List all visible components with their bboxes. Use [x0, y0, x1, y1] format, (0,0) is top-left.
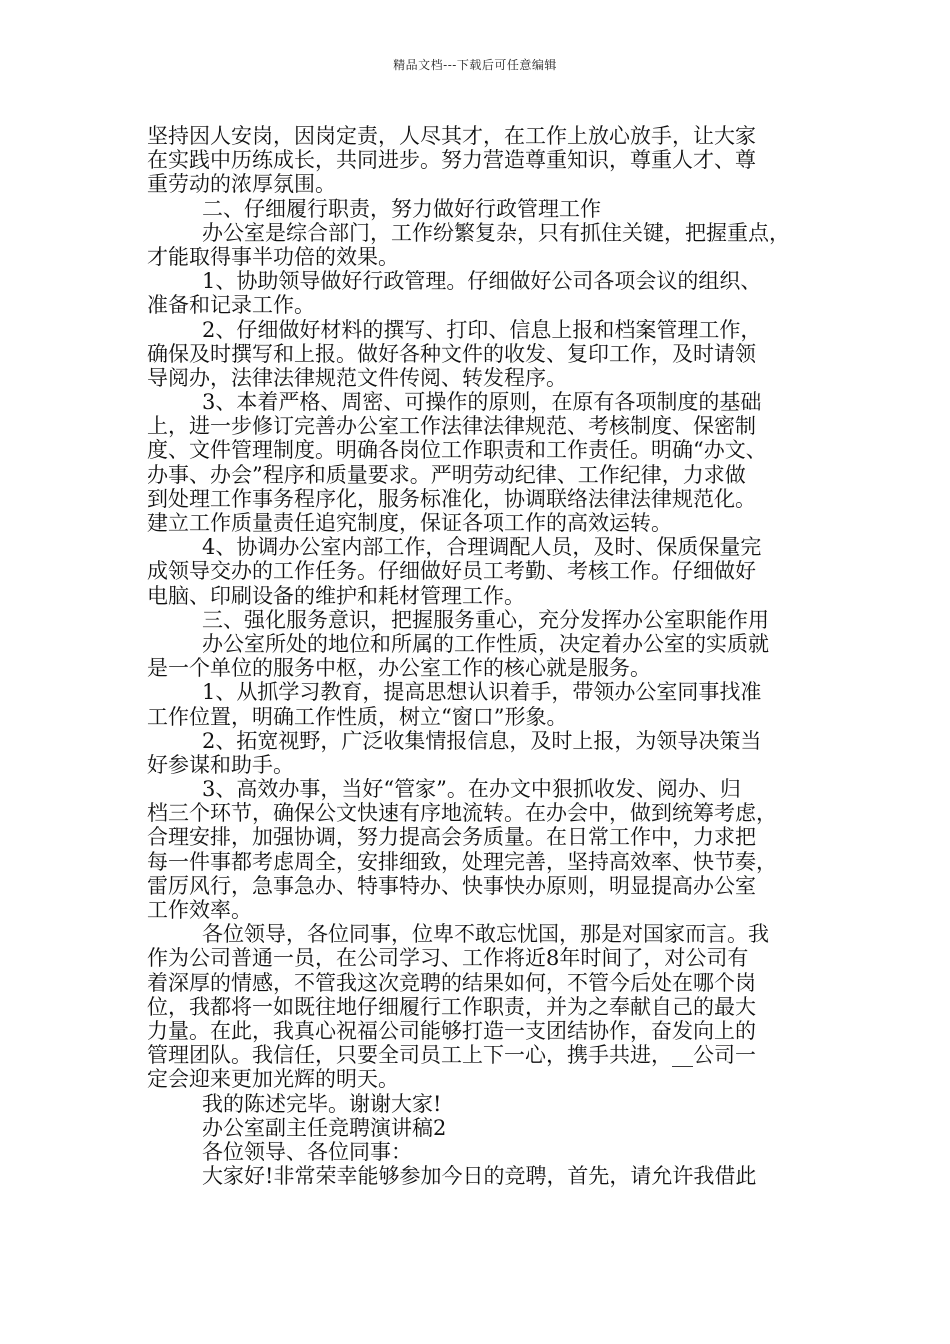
text-line: 2、拓宽视野，广泛收集情报信息，及时上报，为领导决策当 — [202, 728, 762, 753]
text-line: 在实践中历练成长，共同进步。努力营造尊重知识，尊重人才、尊 — [147, 148, 756, 173]
text-line: 电脑、印刷设备的维护和耗材管理工作。 — [147, 583, 525, 608]
text-line: 坚持因人安岗，因岗定责，人尽其才，在工作上放心放手，让大家 — [147, 124, 756, 148]
text-line: 3、高效办事，当好“管家”。在办文中狠抓收发、阅办、归 — [202, 777, 741, 802]
text-line: 成领导交办的工作任务。仔细做好员工考勤、考核工作。仔细做好 — [147, 559, 756, 584]
text-line: 办公室副主任竞聘演讲稿2 — [202, 1115, 447, 1140]
text-line: 定会迎来更加光辉的明天。 — [147, 1067, 399, 1092]
text-line: 工作位置，明确工作性质，树立“窗口”形象。 — [147, 704, 568, 729]
text-line: 各位领导，各位同事，位卑不敢忘忧国，那是对国家而言。我 — [202, 922, 769, 947]
text-line: 雷厉风行，急事急办、特事特办、快事快办原则，明显提高办公室 — [147, 873, 756, 898]
page-header: 精品文档---下载后可任意编辑 — [393, 58, 557, 72]
text-line: 好参谋和助手。 — [147, 752, 294, 777]
text-line: 办事、办会”程序和质量要求。严明劳动纪律、工作纪律，力求做 — [147, 462, 746, 487]
text-line: 各位领导、各位同事： — [202, 1139, 412, 1164]
text-line: 档三个环节，确保公文快速有序地流转。在办会中，做到统筹考虑， — [147, 801, 777, 826]
text-line: 1、从抓学习教育，提高思想认识着手，带领办公室同事找准 — [202, 680, 762, 705]
text-line: 我的陈述完毕。谢谢大家! — [202, 1091, 442, 1116]
text-line: 3、本着严格、周密、可操作的原则，在原有各项制度的基础 — [202, 390, 762, 415]
text-line: 建立工作质量责任追究制度，保证各项工作的高效运转。 — [147, 511, 672, 535]
document-body — [147, 124, 817, 1188]
text-line: 二、仔细履行职责，努力做好行政管理工作 — [202, 196, 601, 221]
text-line: 办公室是综合部门，工作纷繁复杂，只有抓住关键，把握重点， — [202, 220, 790, 245]
text-line: 度、文件管理制度。明确各岗位工作职责和工作责任。明确“办文、 — [147, 438, 767, 463]
text-line: 管理团队。我信任，只要全司员工上下一心，携手共进，__公司一 — [147, 1043, 756, 1068]
text-line: 上，进一步修订完善办公室工作法律法律规范、考核制度、保密制 — [147, 414, 756, 439]
text-line: 位，我都将一如既往地仔细履行工作职责，并为之奉献自己的最大 — [147, 994, 756, 1019]
text-line: 2、仔细做好材料的撰写、打印、信息上报和档案管理工作， — [202, 317, 762, 342]
text-line: 导阅办，法律法律规范文件传阅、转发程序。 — [147, 365, 567, 390]
text-line: 到处理工作事务程序化，服务标准化，协调联络法律法律规范化。 — [147, 486, 756, 511]
text-line: 1、协助领导做好行政管理。仔细做好公司各项会议的组织、 — [202, 269, 762, 294]
text-line: 重劳动的浓厚氛围。 — [147, 172, 336, 197]
text-line: 确保及时撰写和上报。做好各种文件的收发、复印工作，及时请领 — [147, 341, 756, 366]
text-line: 准备和记录工作。 — [147, 293, 315, 318]
text-line: 着深厚的情感，不管我这次竞聘的结果如何，不管今后处在哪个岗 — [147, 970, 756, 995]
text-line: 力量。在此，我真心祝福公司能够打造一支团结协作，奋发向上的 — [147, 1018, 756, 1043]
text-line: 才能取得事半功倍的效果。 — [147, 244, 399, 269]
text-line: 每一件事都考虑周全，安排细致，处理完善，坚持高效率、快节奏， — [147, 849, 777, 874]
text-line: 作为公司普通一员，在公司学习、工作将近8年时间了，对公司有 — [147, 946, 749, 971]
text-line: 大家好!非常荣幸能够参加今日的竞聘，首先，请允许我借此 — [202, 1164, 757, 1189]
text-line: 4、协调办公室内部工作，合理调配人员，及时、保质保量完 — [202, 535, 762, 560]
text-line: 三、强化服务意识，把握服务重心，充分发挥办公室职能作用 — [202, 607, 769, 632]
text-line: 是一个单位的服务中枢，办公室工作的核心就是服务。 — [147, 656, 651, 681]
text-line: 办公室所处的地位和所属的工作性质，决定着办公室的实质就 — [202, 631, 769, 656]
text-line: 合理安排，加强协调，努力提高会务质量。在日常工作中，力求把 — [147, 825, 756, 850]
text-line: 工作效率。 — [147, 898, 252, 922]
